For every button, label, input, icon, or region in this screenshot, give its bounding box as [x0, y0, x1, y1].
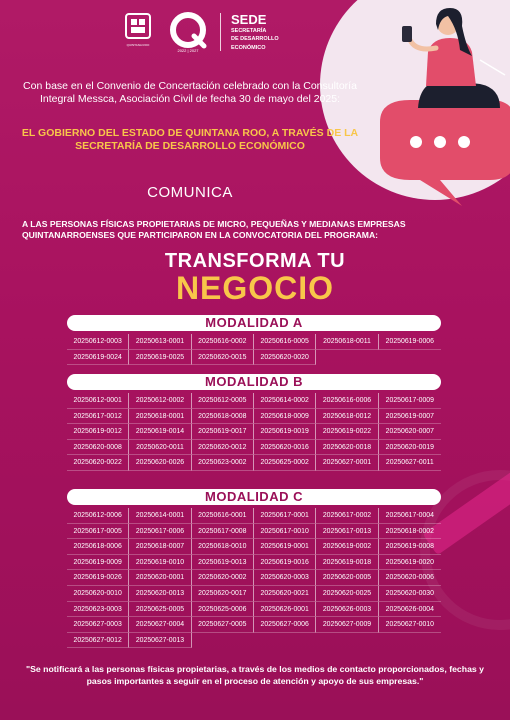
folio-code: 20250617-0001 [254, 508, 316, 524]
modalidad-a-section [67, 315, 441, 365]
folio-code: 20250619-0010 [129, 555, 191, 571]
comunica-heading: COMUNICA [147, 184, 233, 201]
folio-code: 20250627-0006 [254, 617, 316, 633]
folio-code: 20250614-0002 [254, 393, 316, 409]
folio-code: 20250612-0002 [129, 393, 191, 409]
folio-code: 20250627-0001 [316, 455, 378, 471]
folio-code: 20250620-0003 [254, 570, 316, 586]
modalidad-c-grid [67, 508, 441, 648]
folio-code: 20250617-0004 [379, 508, 441, 524]
folio-code: 20250618-0009 [254, 409, 316, 425]
folio-code: 20250619-0012 [67, 424, 129, 440]
folio-code: 20250619-0016 [254, 555, 316, 571]
logo-divider [220, 13, 221, 51]
folio-code: 20250627-0013 [129, 633, 191, 649]
header-logos [120, 10, 279, 54]
folio-code: 20250627-0011 [379, 455, 441, 471]
sede-sub-1: SECRETARÍA [231, 27, 267, 34]
folio-code: 20250619-0019 [254, 424, 316, 440]
folio-code: 20250616-0006 [316, 393, 378, 409]
footer-note: "Se notificará a las personas físicas propietarias, a través de los medios de contacto proporcionados, fechas y pasos importantes a seguir en el proceso de atención y apoyo de sus empresas." [26, 664, 484, 686]
folio-code: 20250620-0013 [129, 586, 191, 602]
folio-code: 20250618-0008 [192, 409, 254, 425]
folio-code: 20250619-0026 [67, 570, 129, 586]
folio-code: 20250618-0001 [129, 409, 191, 425]
folio-code: 20250620-0006 [379, 570, 441, 586]
folio-code: 20250620-0001 [129, 570, 191, 586]
folio-code: 20250616-0002 [192, 334, 254, 350]
folio-code: 20250614-0001 [129, 508, 191, 524]
folio-code: 20250620-0016 [254, 440, 316, 456]
folio-code: 20250619-0001 [254, 539, 316, 555]
sede-logo [231, 13, 279, 52]
folio-code: 20250623-0003 [67, 602, 129, 618]
folio-code: 20250620-0026 [129, 455, 191, 471]
folio-code: 20250619-0007 [379, 409, 441, 425]
folio-code: 20250619-0014 [129, 424, 191, 440]
intro-text: Con base en el Convenio de Concertación celebrado con la Consultoría Integral Messca, Asociación Civil de fecha 30 de mayo del 2025: [23, 80, 357, 105]
folio-code: 20250627-0010 [379, 617, 441, 633]
folio-code: 20250617-0009 [379, 393, 441, 409]
sede-sub-3: ECONÓMICO [231, 44, 266, 51]
program-title-line1: TRANSFORMA TU [164, 250, 346, 272]
folio-code: 20250627-0003 [67, 617, 129, 633]
modalidad-c-section [67, 489, 441, 648]
folio-code: 20250620-0022 [67, 455, 129, 471]
folio-code: 20250619-0017 [192, 424, 254, 440]
q-brand-logo [166, 10, 210, 54]
modalidad-c-title: MODALIDAD C [67, 489, 441, 505]
folio-code: 20250619-0006 [379, 334, 441, 350]
folio-code: 20250625-0006 [192, 602, 254, 618]
folio-code: 20250619-0022 [316, 424, 378, 440]
folio-code: 20250612-0006 [67, 508, 129, 524]
folio-code: 20250617-0002 [316, 508, 378, 524]
modalidad-a-title: MODALIDAD A [67, 315, 441, 331]
audience-text: A LAS PERSONAS FÍSICAS PROPIETARIAS DE MICRO, PEQUEÑAS Y MEDIANAS EMPRESAS QUINTANARROENSES QUE PARTICIPARON EN LA CONVOCATORIA DEL PROGRAMA: [22, 219, 406, 240]
folio-code: 20250620-0011 [129, 440, 191, 456]
folio-code: 20250626-0003 [316, 602, 378, 618]
folio-code: 20250619-0020 [379, 555, 441, 571]
folio-code: 20250620-0025 [316, 586, 378, 602]
folio-code: 20250619-0002 [316, 539, 378, 555]
folio-code: 20250617-0010 [254, 524, 316, 540]
folio-code: 20250620-0020 [254, 350, 316, 366]
sede-sub-2: DE DESARROLLO [231, 36, 279, 43]
folio-code: 20250617-0008 [192, 524, 254, 540]
folio-code: 20250612-0003 [67, 334, 129, 350]
quintana-roo-seal-logo [120, 12, 156, 52]
folio-code: 20250612-0001 [67, 393, 129, 409]
folio-code: 20250616-0005 [254, 334, 316, 350]
folio-code: 20250620-0012 [192, 440, 254, 456]
folio-code: 20250627-0012 [67, 633, 129, 649]
folio-code: 20250620-0007 [379, 424, 441, 440]
folio-code: 20250616-0001 [192, 508, 254, 524]
folio-code: 20250617-0013 [316, 524, 378, 540]
folio-code: 20250627-0005 [192, 617, 254, 633]
folio-code: 20250617-0006 [129, 524, 191, 540]
folio-code: 20250620-0030 [379, 586, 441, 602]
q-year-text: 2022 | 2027 [177, 48, 199, 53]
folio-code: 20250619-0008 [379, 539, 441, 555]
government-heading: EL GOBIERNO DEL ESTADO DE QUINTANA ROO, A TRAVÉS DE LA SECRETARÍA DE DESARROLLO ECONÓMICO [21, 127, 359, 152]
seal-text: QUINTANA ROO [126, 43, 150, 47]
folio-code: 20250618-0012 [316, 409, 378, 425]
folio-code: 20250623-0002 [192, 455, 254, 471]
folio-code: 20250626-0004 [379, 602, 441, 618]
folio-code: 20250619-0025 [129, 350, 191, 366]
folio-code: 20250618-0006 [67, 539, 129, 555]
folio-code: 20250627-0009 [316, 617, 378, 633]
modalidad-a-grid [67, 334, 441, 365]
folio-code: 20250618-0011 [316, 334, 378, 350]
folio-code: 20250613-0001 [129, 334, 191, 350]
folio-code: 20250625-0005 [129, 602, 191, 618]
folio-code: 20250619-0009 [67, 555, 129, 571]
woman-phone-illustration [340, 0, 510, 220]
folio-code: 20250620-0010 [67, 586, 129, 602]
folio-code: 20250625-0002 [254, 455, 316, 471]
folio-code: 20250620-0019 [379, 440, 441, 456]
folio-code: 20250619-0024 [67, 350, 129, 366]
folio-code: 20250620-0017 [192, 586, 254, 602]
folio-code: 20250619-0013 [192, 555, 254, 571]
folio-code: 20250620-0018 [316, 440, 378, 456]
folio-code: 20250627-0004 [129, 617, 191, 633]
folio-code: 20250617-0012 [67, 409, 129, 425]
folio-code: 20250620-0015 [192, 350, 254, 366]
modalidad-b-title: MODALIDAD B [67, 374, 441, 390]
folio-code: 20250619-0018 [316, 555, 378, 571]
folio-code: 20250612-0005 [192, 393, 254, 409]
modalidad-b-section [67, 374, 441, 471]
modalidad-b-grid [67, 393, 441, 471]
program-title-line2: NEGOCIO [175, 270, 335, 306]
folio-code: 20250620-0021 [254, 586, 316, 602]
folio-code: 20250626-0001 [254, 602, 316, 618]
folio-code: 20250620-0002 [192, 570, 254, 586]
folio-code: 20250618-0010 [192, 539, 254, 555]
folio-code: 20250618-0007 [129, 539, 191, 555]
folio-code: 20250617-0005 [67, 524, 129, 540]
sede-title: SEDE [231, 11, 267, 27]
folio-code: 20250620-0008 [67, 440, 129, 456]
folio-code: 20250618-0002 [379, 524, 441, 540]
folio-code: 20250620-0005 [316, 570, 378, 586]
